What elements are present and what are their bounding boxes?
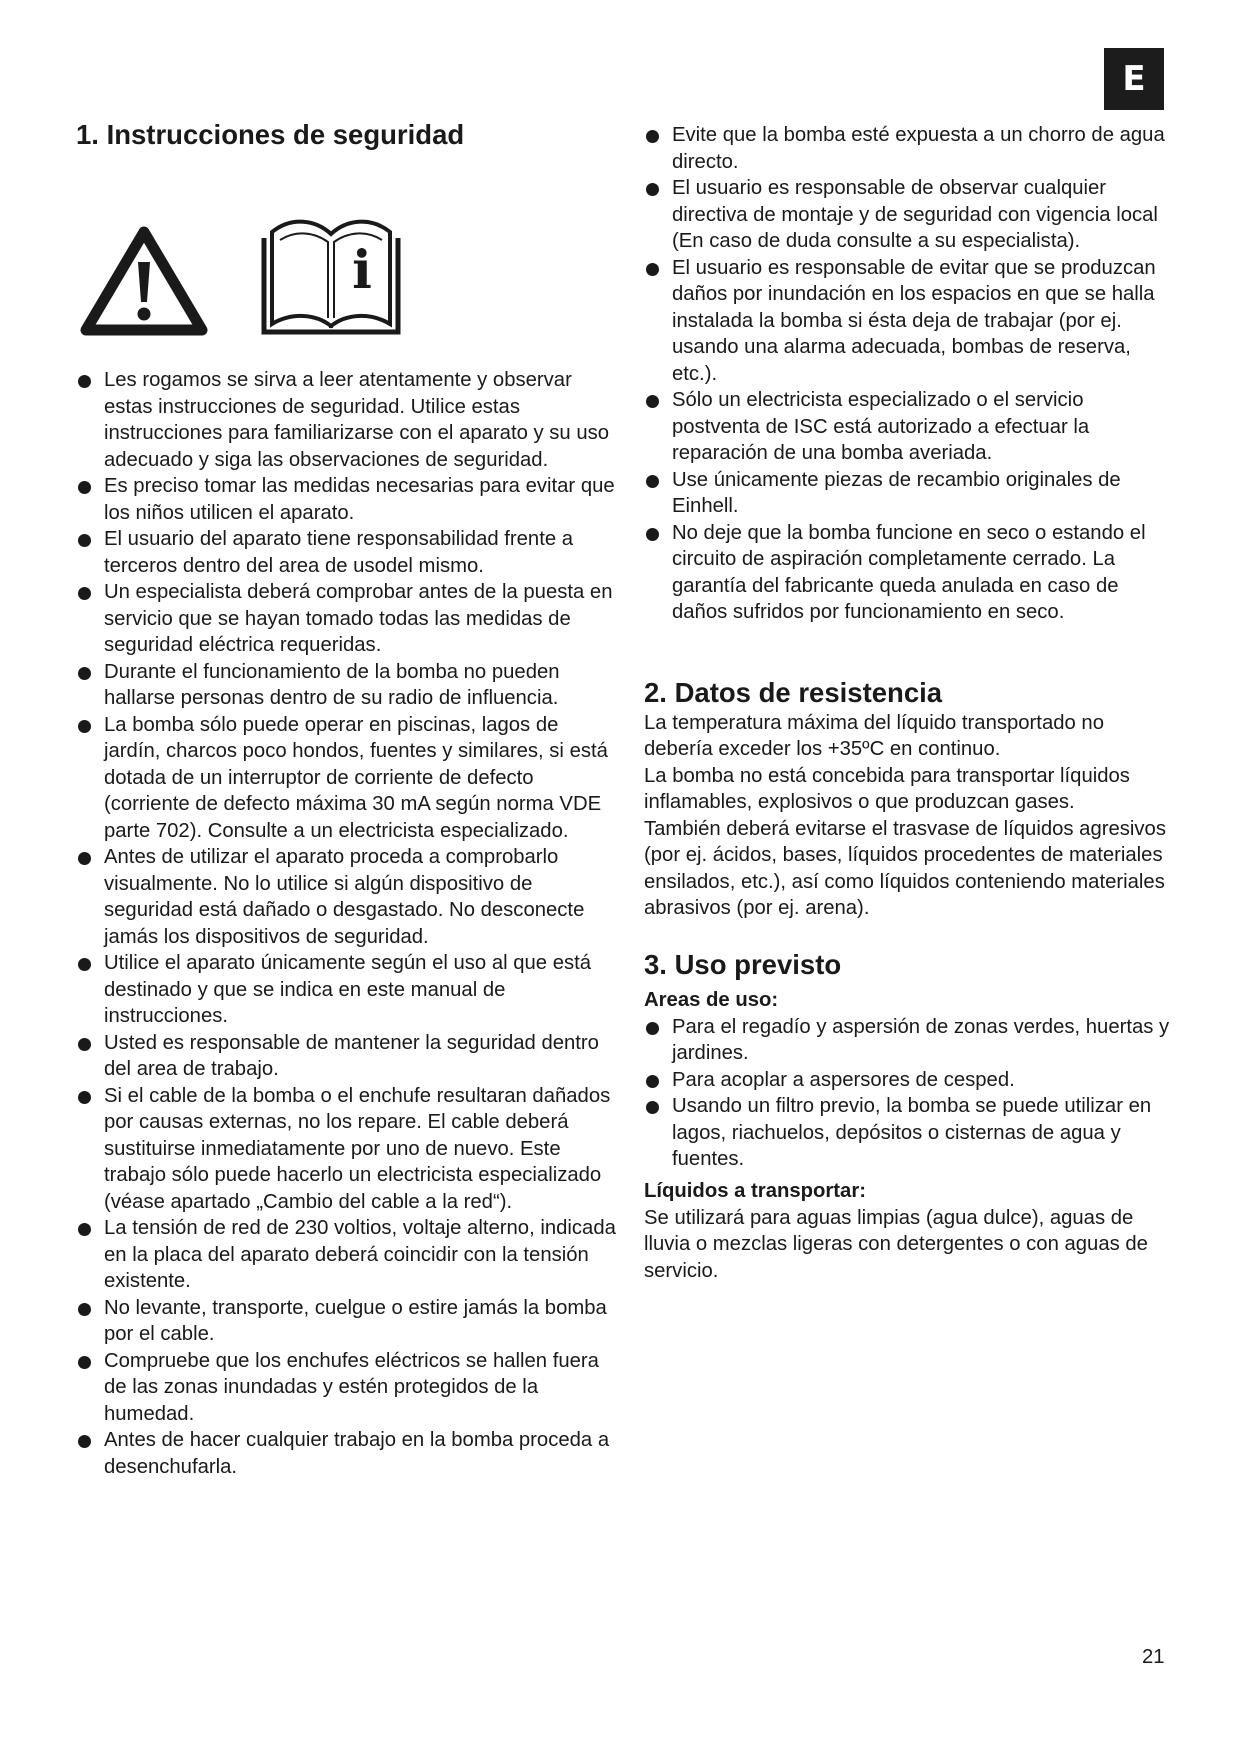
page-number: 21 — [1142, 1646, 1165, 1668]
safety-icons — [76, 152, 616, 367]
safety-list-left — [76, 367, 616, 1480]
section-title-resistance: 2. Datos de resistencia — [644, 676, 943, 708]
list-item: Use únicamente piezas de recambio originales de Einhell. — [644, 467, 1174, 520]
list-item: Usted es responsable de mantener la seguridad dentro del area de trabajo. — [76, 1030, 616, 1083]
list-item: El usuario es responsable de evitar que se produzcan daños por inundación en los espacios en que se halla instalada la bomba si ésta deja de trabajar (por ej. usando una alarma adecuada, bombas de reserva, etc.). — [644, 255, 1174, 388]
right-column — [644, 122, 1174, 1284]
list-item: La bomba sólo puede operar en piscinas, lagos de jardín, charcos poco hondos, fuentes y similares, si está dotada de un interruptor de corriente de defecto (corriente de defecto máxima 30 mA según norma VDE parte 702). Consulte a un electricista especializado. — [76, 712, 616, 845]
left-column — [76, 118, 616, 1480]
read-manual-icon — [258, 210, 404, 338]
list-item: Antes de utilizar el aparato proceda a comprobarlo visualmente. No lo utilice si algún dispositivo de seguridad está dañado o desgastado. No desconecte jamás los dispositivos de seguridad. — [76, 844, 616, 950]
list-item: Para acoplar a aspersores de cesped. — [644, 1067, 1174, 1094]
list-item: Para el regadío y aspersión de zonas verdes, huertas y jardines. — [644, 1014, 1174, 1067]
section-title-intended-use: 3. Uso previsto — [644, 948, 842, 980]
section-title-safety: 1. Instrucciones de seguridad — [76, 119, 465, 150]
list-item: Usando un filtro previo, la bomba se puede utilizar en lagos, riachuelos, depósitos o cisternas de agua y fuentes. — [644, 1093, 1174, 1173]
safety-list-right — [644, 122, 1174, 626]
areas-heading: Areas de uso: — [644, 988, 779, 1011]
list-item: Durante el funcionamiento de la bomba no pueden hallarse personas dentro de su radio de influencia. — [76, 659, 616, 712]
list-item: Les rogamos se sirva a leer atentamente y observar estas instrucciones de seguridad. Utilice estas instrucciones para familiarizarse con el aparato y su uso adecuado y siga las observaciones de seguridad. — [76, 367, 616, 473]
resistance-paragraph: La temperatura máxima del líquido transportado no debería exceder los +35ºC en continuo. — [644, 711, 1104, 760]
list-item: Evite que la bomba esté expuesta a un chorro de agua directo. — [644, 122, 1174, 175]
list-item: Un especialista deberá comprobar antes de la puesta en servicio que se hayan tomado todas las medidas de seguridad eléctrica requeridas. — [76, 579, 616, 659]
language-tab: E — [1104, 48, 1164, 110]
list-item: No levante, transporte, cuelgue o estire jamás la bomba por el cable. — [76, 1295, 616, 1348]
liquids-paragraph: Se utilizará para aguas limpias (agua dulce), aguas de lluvia o mezclas ligeras con detergentes o con aguas de servicio. — [644, 1206, 1148, 1282]
list-item: La tensión de red de 230 voltios, voltaje alterno, indicada en la placa del aparato deberá coincidir con la tensión existente. — [76, 1215, 616, 1295]
list-item: El usuario es responsable de observar cualquier directiva de montaje y de seguridad con vigencia local (En caso de duda consulte a su especialista). — [644, 175, 1174, 255]
list-item: Sólo un electricista especializado o el servicio postventa de ISC está autorizado a efectuar la reparación de una bomba averiada. — [644, 387, 1174, 467]
list-item: Es preciso tomar las medidas necesarias para evitar que los niños utilicen el aparato. — [76, 473, 616, 526]
resistance-paragraph: La bomba no está concebida para transportar líquidos inflamables, explosivos o que produzcan gases. — [644, 764, 1130, 813]
list-item: El usuario del aparato tiene responsabilidad frente a terceros dentro del area de usodel mismo. — [76, 526, 616, 579]
list-item: Utilice el aparato únicamente según el uso al que está destinado y que se indica en este manual de instrucciones. — [76, 950, 616, 1030]
liquids-heading: Líquidos a transportar: — [644, 1179, 866, 1202]
list-item: Antes de hacer cualquier trabajo en la bomba proceda a desenchufarla. — [76, 1427, 616, 1480]
svg-text:i: i — [352, 240, 372, 301]
resistance-paragraph: También deberá evitarse el trasvase de líquidos agresivos (por ej. ácidos, bases, líquidos procedentes de materiales ensilados, etc.), así como líquidos conteniendo materiales abrasivos (por ej. arena). — [644, 817, 1166, 919]
list-item: No deje que la bomba funcione en seco o estando el circuito de aspiración completamente cerrado. La garantía del fabricante queda anulada en caso de daños sufridos por funcionamiento en seco. — [644, 520, 1174, 626]
areas-list — [644, 1014, 1174, 1173]
list-item: Si el cable de la bomba o el enchufe resultaran dañados por causas externas, no los repare. El cable deberá sustituirse inmediatamente por uno de nuevo. Este trabajo sólo puede hacerlo un electricista especializado (véase apartado „Cambio del cable a la red“). — [76, 1083, 616, 1216]
warning-triangle-icon — [80, 224, 208, 338]
list-item: Compruebe que los enchufes eléctricos se hallen fuera de las zonas inundadas y estén protegidos de la humedad. — [76, 1348, 616, 1428]
